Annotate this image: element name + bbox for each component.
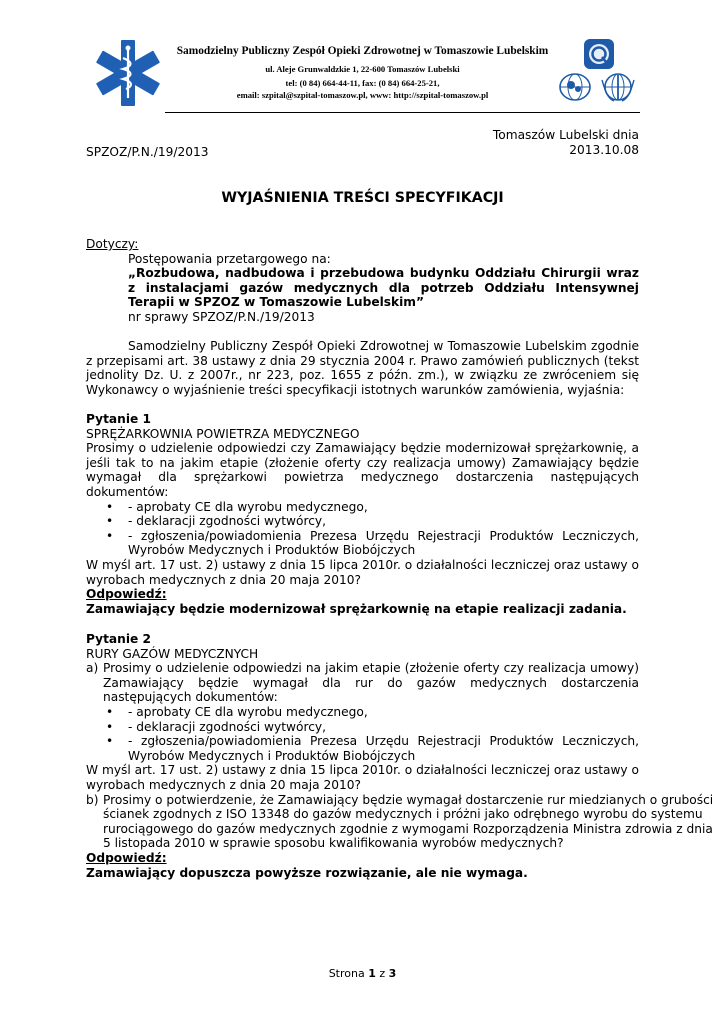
item-a-marker: a) (86, 661, 99, 676)
letterhead (0, 0, 725, 120)
subject-quote: „Rozbudowa, nadbudowa i przebudowa budynku Oddziału Chirurgii wraz z instalacjami gazów medycznych dla potrzeb Oddziału Intensywnej Terapii w SPZOZ w Tomaszowie Lubelskim” (128, 266, 639, 310)
org-name: Samodzielny Publiczny Zespół Opieki Zdrowotnej w Tomaszowie Lubelskim (176, 45, 549, 57)
question-1-heading: Pytanie 1 (86, 412, 151, 426)
header-rule (165, 112, 640, 113)
question-1-answer: Zamawiający będzie modernizował sprężarkownię na etapie realizacji zadania. (86, 601, 627, 616)
page-title: WYJAŚNIENIA TREŚCI SPECYFIKACJI (221, 190, 504, 206)
list-item: • - aprobaty CE dla wyrobu medycznego, (101, 500, 639, 515)
intro-paragraph: Samodzielny Publiczny Zespół Opieki Zdrowotnej w Tomaszowie Lubelskim zgodnie z przepisami art. 38 ustawy z dnia 29 stycznia 2004 r. Prawo zamówień publicznych (tekst jednolity Dz. U. z 2007r., nr 223, poz. 1655 z późn. zm.), w związku ze zwróceniem się Wykonawcy o wyjaśnienie treści specyfikacji istotnych warunków zamówienia, wyjaśnia: (86, 339, 639, 397)
question-2-heading: Pytanie 2 (86, 632, 151, 646)
list-item: • - zgłoszenia/powiadomienia Prezesa Urzędu Rejestracji Produktów Leczniczych, Wyrobów Medycznych i Produktów Biobójczych (101, 734, 639, 763)
question-1-answer-label: Odpowiedź: (86, 587, 167, 602)
footer-page-number: 1 (368, 967, 376, 980)
question-1-after: W myśl art. 17 ust. 2) ustawy z dnia 15 lipca 2010r. o działalności leczniczej oraz ustawy o wyrobach medycznych z dnia 20 maja 2010? (86, 557, 639, 587)
item-b-line: rurociągowego do gazów medycznych zgodnie z wymogami Rozporządzenia Ministra zdrowia z dnia (103, 821, 713, 836)
item-b-line: ścianek zgodnych z ISO 13348 do gazów medycznych i próżni jako odrębnego wyrobu do systemu (103, 807, 703, 822)
org-email: email: szpital@szpital-tomaszow.pl, www: http://szpital-tomaszow.pl (236, 90, 489, 100)
subject-case: nr sprawy SPZOZ/P.N./19/2013 (128, 310, 315, 324)
list-item: • - zgłoszenia/powiadomienia Prezesa Urzędu Rejestracji Produktów Leczniczych, Wyrobów Medycznych i Produktów Biobójczych (101, 529, 639, 558)
who-logo (599, 70, 637, 104)
question-2-after: W myśl art. 17 ust. 2) ustawy z dnia 15 lipca 2010r. o działalności leczniczej oraz ustawy o wyrobach medycznych z dnia 20 maja 2010? (86, 763, 639, 792)
reference-number: SPZOZ/P.N./19/2013 (86, 145, 209, 159)
subject-line: Postępowania przetargowego na: (128, 252, 331, 266)
footer-separator: z (379, 967, 386, 980)
footer-page-total: 3 (388, 967, 397, 980)
place-date: Tomaszów Lubelski dnia 2013.10.08 (492, 128, 639, 157)
org-address: ul. Aleje Grunwaldzkie 1, 22-600 Tomaszów Lubelski (265, 64, 460, 74)
star-of-life-logo (93, 38, 163, 108)
org-phone: tel: (0 84) 664-44-11, fax: (0 84) 664-25-21, (285, 78, 440, 88)
item-b-line: Prosimy o potwierdzenie, że Zamawiający będzie wymagał dostarczenie rur miedzianych o grubości (103, 792, 714, 807)
unicef-logo (557, 72, 593, 102)
question-1-bullets (101, 500, 639, 558)
question-2 (86, 632, 714, 880)
question-2-item-a (86, 661, 639, 705)
page-footer (0, 967, 725, 981)
question-2-item-b (86, 792, 714, 851)
list-item: • - aprobaty CE dla wyrobu medycznego, (101, 705, 639, 720)
question-1-topic: SPRĘŻARKOWNIA POWIETRZA MEDYCZNEGO (86, 426, 360, 441)
item-b-marker: b) (86, 792, 99, 807)
footer-prefix: Strona (328, 967, 365, 980)
question-2-answer-label: Odpowiedź: (86, 850, 167, 865)
question-1-text: Prosimy o udzielenie odpowiedzi czy Zamawiający będzie modernizował sprężarkownię, a jeśli tak to na jakim etapie (złożenie oferty czy realizacja umowy) Zamawiający będzie wymagał dla sprężarkowi powietrza medycznego dostarczenia następujących dokumentów: (86, 441, 639, 499)
quality-badge-icon (583, 38, 615, 70)
item-b-line: 5 listopada 2010 w sprawie sposobu kwalifikowania wyrobów medycznych? (103, 836, 564, 851)
question-2-bullets (101, 705, 639, 763)
question-2-topic: RURY GAZÓW MEDYCZNYCH (86, 646, 259, 661)
list-item: • - deklaracji zgodności wytwórcy, (101, 514, 639, 529)
question-1 (86, 412, 639, 616)
item-a-text: Prosimy o udzielenie odpowiedzi na jakim etapie (złożenie oferty czy realizacja umowy) Zamawiający będzie wymagał dla rur do gazów medycznych dostarczenia następujących dokumentów: (103, 661, 639, 705)
subject-label: Dotyczy: (86, 237, 139, 251)
list-item: • - deklaracji zgodności wytwórcy, (101, 720, 639, 735)
question-2-answer: Zamawiający dopuszcza powyższe rozwiązanie, ale nie wymaga. (86, 865, 528, 880)
